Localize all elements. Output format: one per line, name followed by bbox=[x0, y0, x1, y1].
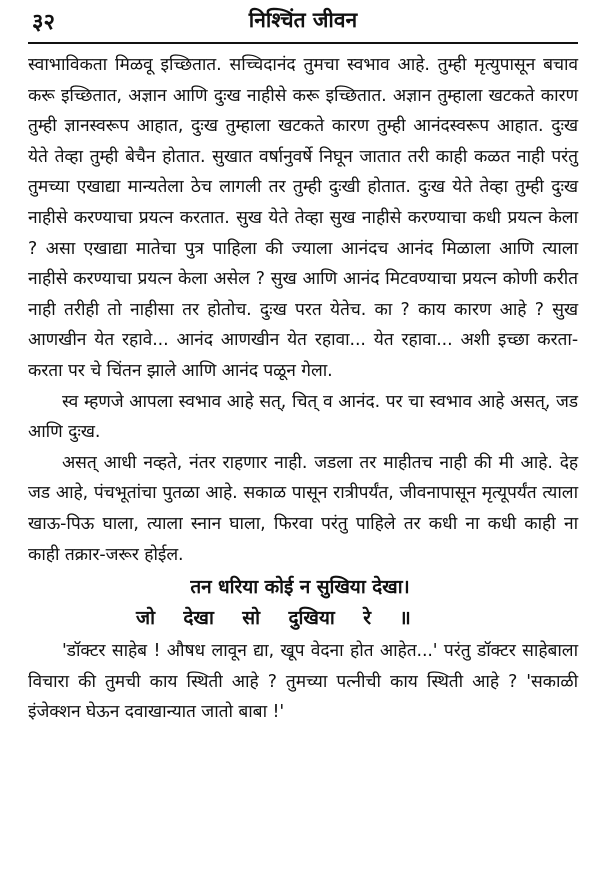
verse-block bbox=[28, 572, 578, 634]
verse-line-1: तन धरिया कोई न सुखिया देखा। bbox=[190, 576, 410, 599]
page-number: ३२ bbox=[32, 10, 55, 35]
running-title: निश्चिंत जीवन bbox=[248, 8, 358, 32]
paragraph-2: स्व म्हणजे आपला स्वभाव आहे सत्, चित् व आनंद. पर चा स्वभाव आहे असत्, जड आणि दुःख. bbox=[28, 391, 578, 443]
paragraph-1: स्वाभाविकता मिळवू इच्छितात. सच्चिदानंद तुमचा स्वभाव आहे. तुम्ही मृत्युपासून बचाव करू इच्छितात, अज्ञान आणि दुःख नाहीसे करू इच्छितात. अज्ञान तुम्हाला खटकते कारण तुम्ही ज्ञानस्वरूप आहात, दुःख तुम्हाला खटकते कारण तुम्ही आनंदस्वरूप आहात. दुःख येते तेव्हा तुम्ही बेचैन होतात. सुखात वर्षानुवर्षे निघून जातात तरी काही कळत नाही परंतु तुमच्या एखाद्या मान्यतेला ठेच लागली तर तुम्ही दुःखी होतात. दुःख येते तेव्हा तुम्ही दुःख नाहीसे करण्याचा प्रयत्न करतात. सुख येते तेव्हा सुख नाहीसे करण्याचा कधी प्रयत्न केला ? असा एखाद्या मातेचा पुत्र पाहिला की ज्याला आनंदच आनंद मिळाला आणि त्याला नाहीसे करण्याचा प्रयत्न केला असेल ? सुख आणि आनंद मिटवण्याचा प्रयत्न कोणी करीत नाही तरीही तो नाहीसा तर होतोच. दुःख परत येतेच. का ? काय कारण आहे ? सुख आणखीन येत रहावे... आनंद आणखीन येत रहावा... येत रहावा... अशी इच्छा करता-करता पर चे चिंतन झाले आणि आनंद पळून गेला. bbox=[28, 55, 578, 381]
verse-line-2: जो देखा सो दुखिया रे ॥ bbox=[136, 607, 411, 630]
paragraph-3: असत् आधी नव्हते, नंतर राहणार नाही. जडला तर माहीतच नाही की मी आहे. देह जड आहे, पंचभूतांचा पुतळा आहे. सकाळ पासून रात्रीपर्यंत, जीवनापासून मृत्यूपर्यंत त्याला खाऊ-पिऊ घाला, त्याला स्नान घाला, फिरवा परंतु पाहिले तर कधी ना कधी काही ना काही तक्रार-जरूर होईल. bbox=[28, 452, 578, 565]
body-text bbox=[28, 50, 578, 728]
paragraph-4: 'डॉक्टर साहेब ! औषध लावून द्या, खूप वेदना होत आहेत...' परंतु डॉक्टर साहेबाला विचारा की तुमची काय स्थिती आहे ? तुमच्या पत्नीची काय स्थिती आहे ? 'सकाळी इंजेक्शन घेऊन दवाखान्यात जातो बाबा !' bbox=[28, 641, 578, 723]
page-header bbox=[28, 0, 578, 44]
